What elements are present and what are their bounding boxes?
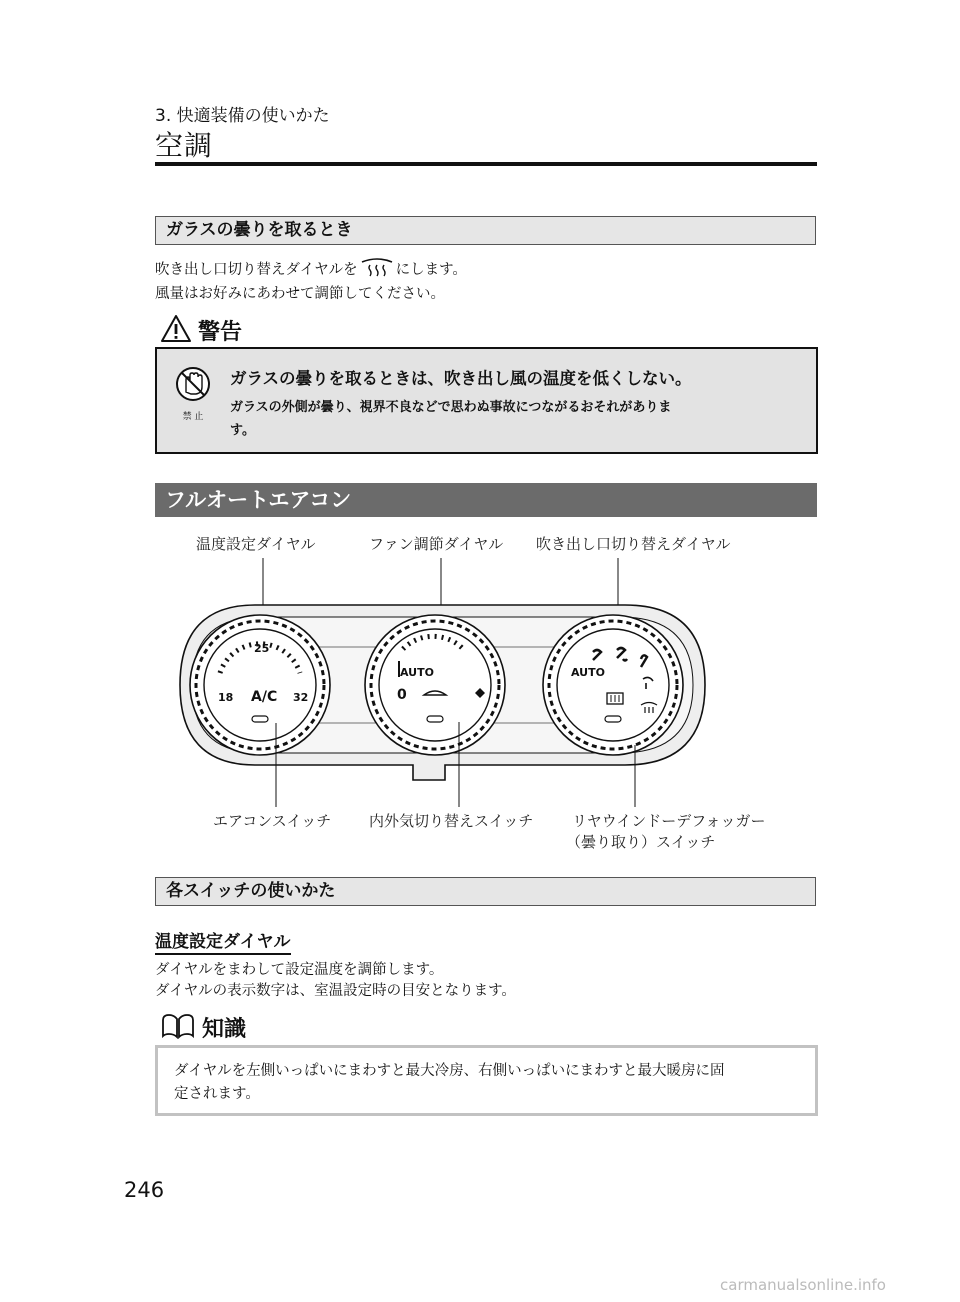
warning-headline: ガラスの曇りを取るときは、吹き出し風の温度を低くしない。: [230, 369, 692, 388]
label-fan-dial: ファン調節ダイヤル: [369, 535, 504, 553]
defog-instruction: [155, 257, 467, 306]
defog-text-post: にします。: [395, 262, 467, 278]
prohibit-badge: [169, 365, 217, 422]
warning-title: 警告: [198, 320, 243, 345]
temp-dial[interactable]: [190, 615, 330, 755]
mode-dial[interactable]: [543, 615, 683, 755]
ac-switch[interactable]: [252, 716, 268, 722]
watermark: carmanualsonline.info: [720, 1276, 886, 1294]
title-rule: [155, 162, 817, 166]
temp-dial-line2: ダイヤルの表示数字は、室温設定時の目安となります。: [155, 983, 516, 999]
warning-detail: [230, 396, 810, 442]
chapter-label: 3. 快適装備の使いかた: [155, 106, 330, 126]
knowledge-box: [155, 1045, 818, 1116]
recirc-switch[interactable]: [427, 716, 443, 722]
temp-mark-32: 32: [293, 691, 309, 704]
label-recirc-switch: 内外気切り替えスイッチ: [369, 812, 534, 830]
label-rear-defogger-sub: （曇り取り）スイッチ: [566, 833, 716, 851]
page-title: 空調: [155, 129, 214, 162]
mode-auto-label: AUTO: [571, 666, 605, 679]
warning-detail-line2: す。: [230, 423, 255, 438]
section-heading-full-auto: フルオートエアコン: [155, 483, 817, 517]
prohibit-label: 禁 止: [182, 412, 204, 422]
ac-label: A/C: [251, 689, 278, 705]
label-ac-switch: エアコンスイッチ: [213, 812, 332, 830]
book-icon: [160, 1012, 196, 1040]
temp-dial-line1: ダイヤルをまわして設定温度を調節します。: [155, 962, 444, 978]
defrost-icon: [358, 257, 396, 275]
temp-mark-25: 25: [254, 642, 270, 655]
knowledge-line2: 定されます。: [174, 1086, 260, 1102]
section-heading-defog: ガラスの曇りを取るとき: [155, 216, 816, 245]
knowledge-title: 知識: [202, 1017, 247, 1042]
temp-dial-description: [155, 960, 516, 1002]
fan-auto-label: AUTO: [400, 666, 434, 679]
knowledge-line1: ダイヤルを左側いっぱいにまわすと最大冷房、右側いっぱいにまわすと最大暖房に固: [174, 1063, 725, 1079]
warning-box: [155, 347, 818, 454]
defog-text-pre: 吹き出し口切り替えダイヤルを: [155, 262, 358, 278]
warning-detail-line1: ガラスの外側が曇り、視界不良などで思わぬ事故につながるおそれがありま: [230, 400, 672, 415]
sub-heading-temp-dial: 温度設定ダイヤル: [155, 927, 291, 955]
warning-triangle-icon: [160, 314, 192, 344]
label-rear-defogger: リヤウインドーデフォッガー: [572, 812, 766, 830]
fan-dial[interactable]: [365, 615, 505, 755]
page-number: 246: [124, 1178, 165, 1202]
prohibit-hand-icon: [169, 365, 217, 403]
temp-mark-18: 18: [218, 691, 234, 704]
fan-zero-label: 0: [397, 687, 407, 703]
label-mode-dial: 吹き出し口切り替えダイヤル: [536, 535, 731, 553]
rear-defogger-switch[interactable]: [605, 716, 621, 722]
climate-control-panel: [165, 555, 725, 825]
section-heading-switches: 各スイッチの使いかた: [155, 877, 816, 906]
defog-line2: 風量はお好みにあわせて調節してください。: [155, 286, 445, 302]
label-temp-dial: 温度設定ダイヤル: [196, 535, 316, 553]
